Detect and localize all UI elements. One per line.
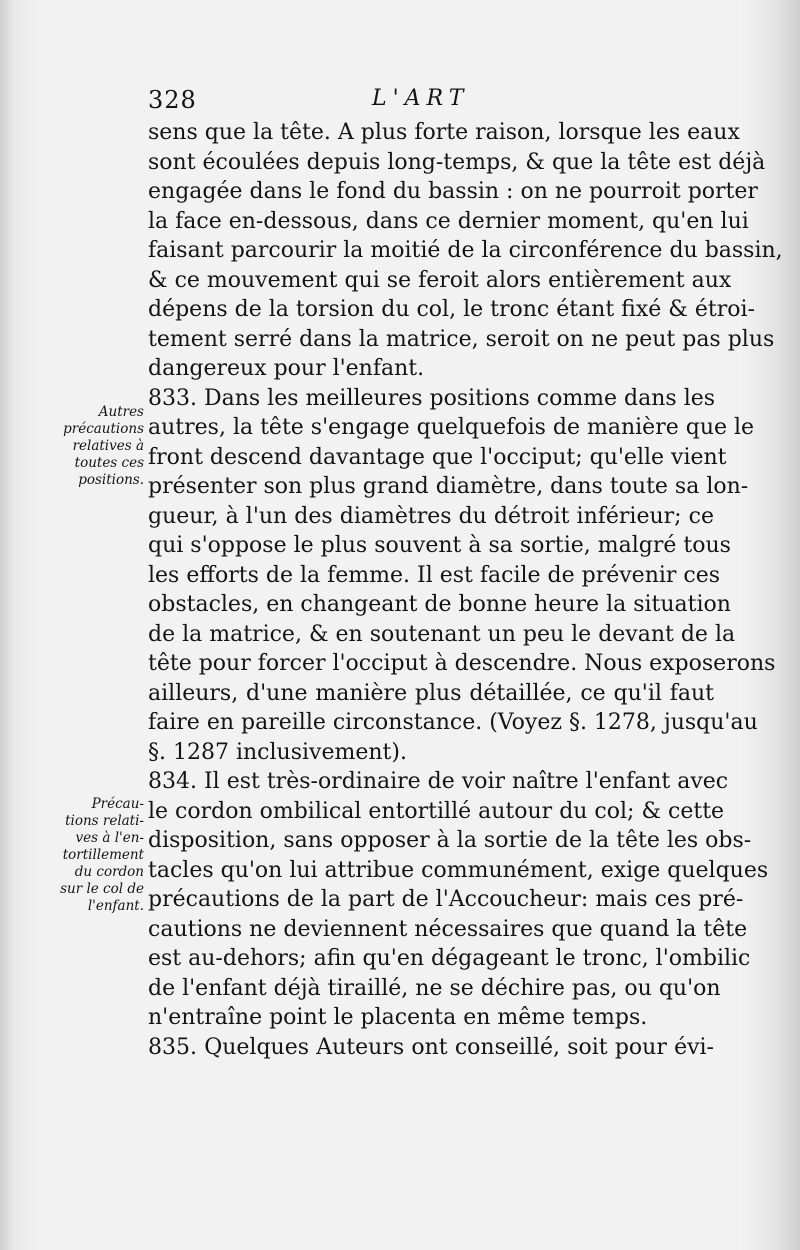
body-line: cautions ne deviennent nécessaires que quand la tête [148,916,748,942]
body-line: tacles qu'on lui attribue communément, exige quelques [148,857,769,883]
margin-note-line: Autres [98,404,144,420]
margin-note-precautions-cordon [36,796,144,915]
margin-note-line: tortillement [62,847,144,863]
margin-note-line: toutes ces [74,455,144,471]
body-line: & ce mouvement qui se feroit alors entièrement aux [148,267,732,293]
body-line: n'entraîne point le placenta en même temps. [148,1005,648,1030]
body-line: de la matrice, & en soutenant un peu le devant de la [148,621,736,647]
margin-note-line: du cordon [74,864,144,880]
body-line: qui s'oppose le plus souvent à sa sortie, malgré tous [148,533,731,558]
body-line: 834. Il est très-ordinaire de voir naître l'enfant avec [148,769,729,794]
body-line: gueur, à l'un des diamètres du détroit inférieur; ce [148,503,714,529]
body-line: engagée dans le fond du bassin : on ne pourroit porter [148,179,758,204]
body-line: précautions de la part de l'Accoucheur: mais ces pré- [148,887,744,912]
body-line: sont écoulées depuis long-temps, & que la tête est déjà [148,149,766,175]
body-line: est au-dehors; afin qu'en dégageant le tronc, l'ombilic [148,946,751,971]
margin-note-line: précautions [63,421,144,437]
margin-note-line: positions. [78,472,144,488]
body-line: sens que la tête. A plus forte raison, lorsque les eaux [148,120,740,145]
page-number: 328 [148,86,197,114]
body-line: dépens de la torsion du col, le tronc étant fixé & étroi- [148,297,755,322]
body-line: disposition, sans opposer à la sortie de la tête les obs- [148,828,752,853]
body-line: la face en-dessous, dans ce dernier moment, qu'en lui [148,208,749,234]
body-line: les efforts de la femme. Il est facile de prévenir ces [148,562,721,588]
running-title: L'ART [372,86,470,111]
body-line: 835. Quelques Auteurs ont conseillé, soit pour évi- [148,1034,714,1060]
body-line: faisant parcourir la moitié de la circonférence du bassin, [148,238,783,263]
body-line: présenter son plus grand diamètre, dans toute sa lon- [148,474,749,499]
body-line: ailleurs, d'une manière plus détaillée, ce qu'il faut [148,680,714,706]
margin-note-line: sur le col de [60,881,144,897]
body-line: tête pour forcer l'occiput à descendre. Nous exposerons [148,651,776,676]
body-line: tement serré dans la matrice, seroit on ne peut pas plus [148,326,775,352]
body-line: le cordon ombilical entortillé autour du col; & cette [148,798,725,824]
body-line: autres, la tête s'engage quelquefois de manière que le [148,415,755,440]
margin-note-line: ves à l'en- [75,830,144,846]
body-text [148,118,783,1062]
body-line: 833. Dans les meilleures positions comme dans les [148,385,716,411]
margin-note-line: Précau- [91,796,144,812]
body-line: faire en pareille circonstance. (Voyez §. 1278, jusqu'au [148,710,758,735]
margin-note-autres-precautions [36,404,144,489]
body-line: §. 1287 inclusivement). [148,739,407,765]
body-line: obstacles, en changeant de bonne heure la situation [148,592,731,617]
margin-note-line: relatives à [72,438,144,454]
body-line: dangereux pour l'enfant. [148,356,425,381]
body-line: front descend davantage que l'occiput; qu'elle vient [148,444,727,470]
body-line: de l'enfant déjà tiraillé, ne se déchire pas, ou qu'on [148,975,721,1001]
margin-note-line: l'enfant. [87,898,144,914]
margin-note-line: tions relati- [65,813,144,829]
